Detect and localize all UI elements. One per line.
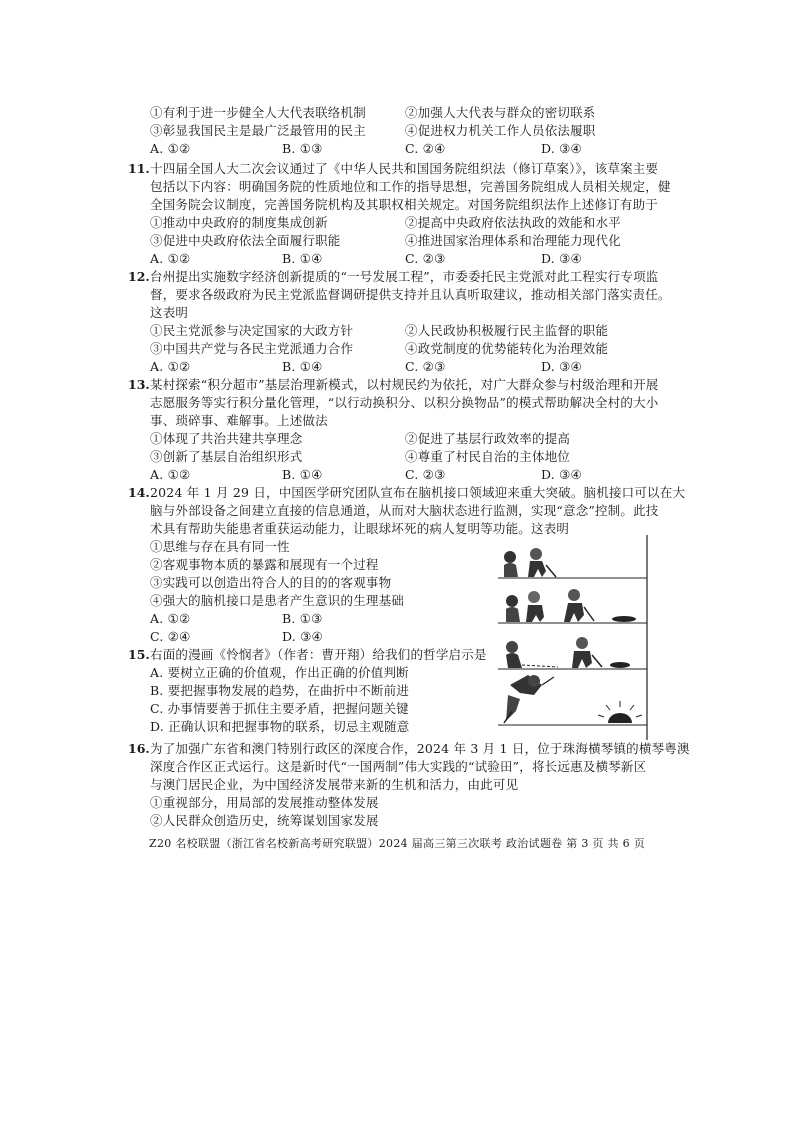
- q13-number: 13.: [128, 377, 150, 392]
- q12-number: 12.: [128, 269, 150, 284]
- q14-choice-b: B. ①③: [282, 611, 323, 626]
- q14-option-1: ①思维与存在具有同一性: [150, 539, 290, 554]
- q12-stem-line: 督，要求各级政府为民主党派监督调研提供支持并且认真听取建议，推动相关部门落实责任。: [150, 287, 671, 302]
- comic-panel-1: [498, 548, 647, 578]
- top-option-1: ①有利于进一步健全人大代表联络机制: [150, 105, 366, 120]
- q12-option-1: ①民主党派参与决定国家的大政方针: [150, 323, 354, 338]
- q11-choice-a: A. ①②: [150, 251, 191, 266]
- q14-stem-line: 术具有帮助失能患者重获运动能力，让眼球坏死的病人复明等功能。这表明: [150, 521, 570, 536]
- q13-stem-line: 某村探索“积分超市”基层治理新模式，以村规民约为依托，对广大群众参与村级治理和开展: [150, 377, 659, 392]
- q14-stem-line: 脑与外部设备之间建立直接的信息通道，从而对大脑状态进行监测，实现“意念”控制。此技: [150, 503, 659, 518]
- q14-choice-a: A. ①②: [150, 611, 191, 626]
- top-option-3: ③彰显我国民主是最广泛最管用的民主: [150, 123, 366, 138]
- q15-stem: 右面的漫画《怜悯者》（作者：曹开翔）给我们的哲学启示是: [150, 647, 487, 662]
- q13-stem-line: 事、琐碎事、难解事。上述做法: [150, 413, 328, 428]
- top-option-2: ②加强人大代表与群众的密切联系: [405, 105, 596, 120]
- q13-choice-b: B. ①④: [282, 467, 323, 482]
- top-choice-b: B. ①③: [282, 141, 323, 156]
- q12-choice-d: D. ③④: [541, 359, 582, 374]
- q12-stem-line: 台州提出实施数字经济创新提质的“一号发展工程”，市委委托民主党派对此工程实行专项监: [150, 269, 659, 284]
- q16-stem-line: 与澳门居民企业，为中国经济发展带来新的生机和活力，由此可见: [150, 777, 519, 792]
- q16-stem-line: 深度合作区正式运行。这是新时代“一国两制”伟大实践的“试验田”，将长远惠及横琴新区: [150, 759, 647, 774]
- q13-option-1: ①体现了共治共建共享理念: [150, 431, 303, 446]
- page-footer: Z20 名校联盟（浙江省名校新高考研究联盟）2024 届高三第三次联考 政治试题卷 第 3 页 共 6 页: [149, 837, 645, 850]
- q14-option-3: ③实践可以创造出符合人的目的的客观事物: [150, 575, 392, 590]
- top-choice-d: D. ③④: [541, 141, 582, 156]
- q14-number: 14.: [128, 485, 150, 500]
- q11-option-4: ④推进国家治理体系和治理能力现代化: [405, 233, 621, 248]
- top-choice-c: C. ②④: [405, 141, 446, 156]
- q14-option-4: ④强大的脑机接口是患者产生意识的生理基础: [150, 593, 405, 608]
- q15-choice-d: D. 正确认识和把握事物的联系，切忌主观随意: [150, 719, 410, 734]
- comic-panel-4: [498, 675, 647, 725]
- q13-option-2: ②促进了基层行政效率的提高: [405, 431, 571, 446]
- q13-choice-a: A. ①②: [150, 467, 191, 482]
- q11-choice-c: C. ②③: [405, 251, 446, 266]
- q13-option-4: ④尊重了村民自治的主体地位: [405, 449, 571, 464]
- q11-stem-line: 包括以下内容：明确国务院的性质地位和工作的指导思想，完善国务院组成人员相关规定，健: [150, 179, 671, 194]
- q13-choice-c: C. ②③: [405, 467, 446, 482]
- q15-choice-a: A. 要树立正确的价值观，作出正确的价值判断: [150, 665, 409, 680]
- q15-choice-c: C. 办事情要善于抓住主要矛盾，把握问题关键: [150, 701, 409, 716]
- q12-choice-c: C. ②③: [405, 359, 446, 374]
- q13-option-3: ③创新了基层自治组织形式: [150, 449, 303, 464]
- q11-option-2: ②提高中央政府依法执政的效能和水平: [405, 215, 621, 230]
- q14-choice-c: C. ②④: [150, 629, 191, 644]
- top-option-4: ④促进权力机关工作人员依法履职: [405, 123, 596, 138]
- q14-choice-d: D. ③④: [282, 629, 323, 644]
- q16-option-2: ②人民群众创造历史，统筹谋划国家发展: [150, 813, 379, 828]
- q14-option-2: ②客观事物本质的暴露和展现有一个过程: [150, 557, 379, 572]
- q15-choice-b: B. 要把握事物发展的趋势，在曲折中不断前进: [150, 683, 410, 698]
- q12-choice-b: B. ①④: [282, 359, 323, 374]
- top-choice-a: A. ①②: [150, 141, 191, 156]
- q12-option-3: ③中国共产党与各民主党派通力合作: [150, 341, 354, 356]
- q11-choice-b: B. ①④: [282, 251, 323, 266]
- q16-option-1: ①重视部分，用局部的发展推动整体发展: [150, 795, 379, 810]
- comic-illustration: [498, 535, 650, 740]
- q12-option-4: ④政党制度的优势能转化为治理效能: [405, 341, 609, 356]
- q16-stem-line: 为了加强广东省和澳门特别行政区的深度合作，2024 年 3 月 1 日，位于珠海横琴镇的横琴粤澳: [150, 741, 690, 756]
- q11-choice-d: D. ③④: [541, 251, 582, 266]
- comic-panel-2: [498, 589, 647, 623]
- q11-stem-line: 十四届全国人大二次会议通过了《中华人民共和国国务院组织法（修订草案）》，该草案主要: [150, 161, 659, 176]
- q13-stem-line: 志愿服务等实行积分量化管理，“以行动换积分、以积分换物品”的模式帮助解决全村的大小: [150, 395, 659, 410]
- q11-option-3: ③促进中央政府依法全面履行职能: [150, 233, 341, 248]
- q15-number: 15.: [128, 647, 150, 662]
- q14-stem-line: 2024 年 1 月 29 日，中国医学研究团队宣布在脑机接口领域迎来重大突破。脑机接口可以在大: [150, 485, 686, 500]
- comic-panel-3: [498, 637, 647, 669]
- q11-stem-line: 全国务院会议制度，完善国务院机构及其职权相关规定。对国务院组织法作上述修订有助于: [150, 197, 659, 212]
- q11-number: 11.: [128, 161, 150, 176]
- q12-stem-line: 这表明: [150, 305, 189, 320]
- q13-choice-d: D. ③④: [541, 467, 582, 482]
- q16-number: 16.: [128, 741, 150, 756]
- q11-option-1: ①推动中央政府的制度集成创新: [150, 215, 328, 230]
- q12-option-2: ②人民政协积极履行民主监督的职能: [405, 323, 609, 338]
- q12-choice-a: A. ①②: [150, 359, 191, 374]
